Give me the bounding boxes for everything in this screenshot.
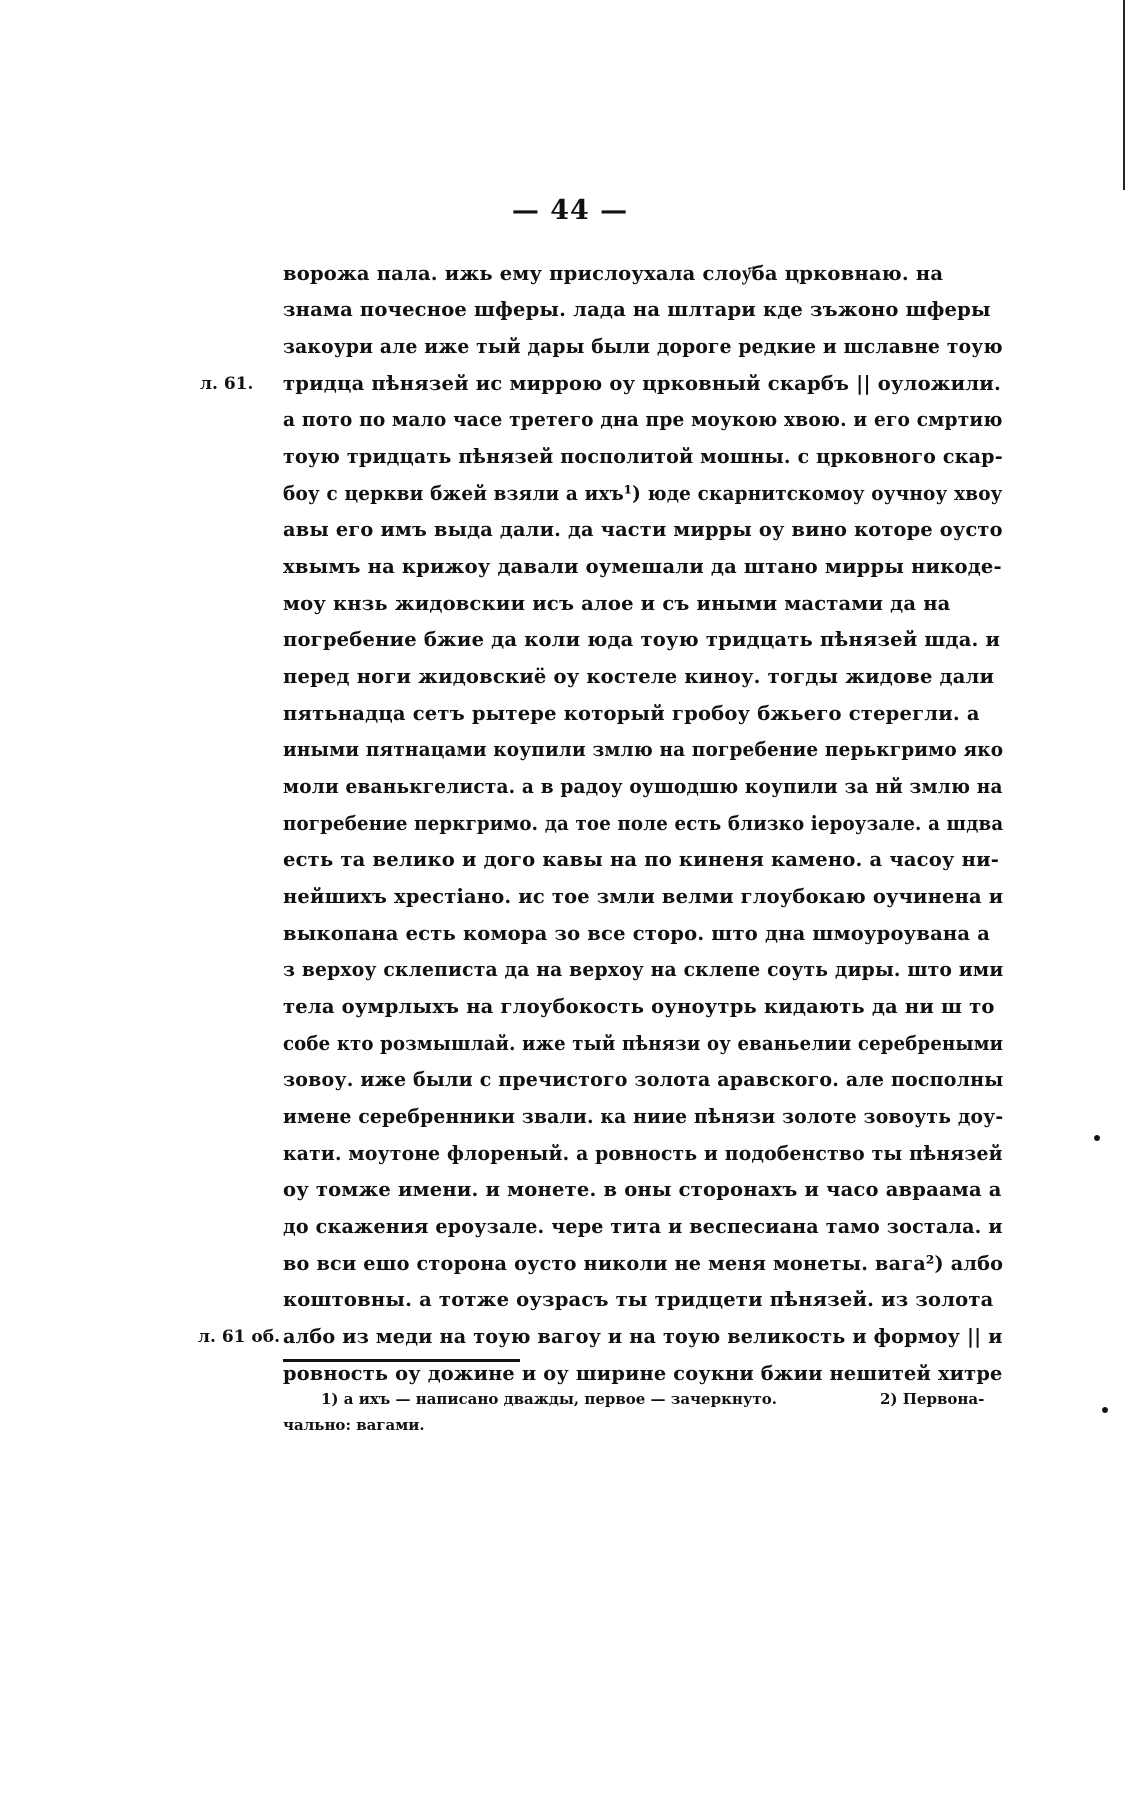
text-line: собе кто розмышлай. иже тый пѣнязи оу еваньелии серебреными [283, 1032, 1004, 1055]
page-edge-line [1123, 0, 1125, 190]
text-line: хвымъ на крижоу давали оумешали да штано мирры никоде- [283, 555, 1002, 578]
text-line: перед ноги жидовскиё оу костеле киноу. тогды жидове дали [283, 665, 995, 688]
text-line: з верхоу склеписта да на верхоу на склепе соуть диры. што ими [283, 958, 1004, 981]
folio-marker: л. 61. [200, 374, 254, 394]
footnote-2: 2) Первона- [880, 1390, 985, 1408]
text-line: кати. моутоне флореный. а ровность и подобенство ты пѣнязей [283, 1142, 1003, 1165]
text-line: ворожа пала. ижь ему прислоухала слоу҃ба црковнаю. на [283, 262, 944, 285]
text-line: тоую тридцать пѣнязей посполитой мошны. с црковного скар- [283, 445, 1003, 468]
text-line: имене серебренники звали. ка ниие пѣнязи золоте зовоуть доу- [283, 1105, 1004, 1128]
text-line: моли еванькгелиста. а в радоу оушодшю коупили за нй змлю на [283, 775, 1003, 798]
text-line: до скажения ероузале. чере тита и веспесиана тамо зостала. и [283, 1215, 1003, 1238]
text-line: есть та велико и дого кавы на по киненя камено. а часоу ни- [283, 848, 1000, 871]
text-line: а пото по мало часе третего дна пре моукою хвою. и его смртию [283, 408, 1003, 431]
stray-mark [1094, 1135, 1100, 1141]
text-line: иными пятнацами коупили змлю на погребение перькгримо яко [283, 738, 1004, 761]
text-line: тела оумрлыхъ на глоубокость оуноутрь кидають да ни ш то [283, 995, 995, 1018]
folio-marker: л. 61 об. [198, 1327, 280, 1347]
text-line: коштовны. а тотже оузрасъ ты тридцети пѣнязей. из золота [283, 1288, 994, 1311]
text-line: ровность оу дожине и оу ширине соукни бжии нешитей хитре [283, 1362, 1003, 1385]
text-line: тридца пѣнязей ис миррою оу црковный скарбъ || оуложили. [283, 372, 1001, 395]
text-line: погребение перкгримо. да тое поле есть близко iероузале. а шдва [283, 812, 1004, 835]
text-line: выкопана есть комора зо все сторо. што дна шмоуроувана а [283, 922, 991, 945]
text-line: во вси ешо сторона оусто николи не меня монеты. вага²) албо [283, 1252, 1004, 1275]
footnote-2-continuation: чально: вагами. [283, 1416, 425, 1434]
text-line: зовоу. иже были с пречистого золота аравского. але посполны [283, 1068, 1004, 1091]
footnote-1: 1) а ихъ — написано дважды, первое — зачеркнуто. [321, 1390, 778, 1408]
text-line: знама почесное шферы. лада на шлтари кде зъжоно шферы [283, 298, 991, 321]
text-line: пятьнадца сетъ рытере который гробоу бжьего стерегли. а [283, 702, 980, 725]
text-line: боу с церкви бжей взяли а ихъ¹) юде скарнитскомоу оучноу хвоу [283, 482, 1003, 505]
stray-mark [1102, 1407, 1108, 1413]
page-number: — 44 — [511, 195, 629, 226]
text-line: оу томже имени. и монете. в оны сторонахъ и часо авраама а [283, 1178, 1002, 1201]
text-line: закоури але иже тый дары были дороге редкие и шславне тоую [283, 335, 1003, 358]
text-line: албо из меди на тоую вагоу и на тоую великость и формоу || и [283, 1325, 1003, 1348]
text-line: авы его имъ выда дали. да части мирры оу вино которе оусто [283, 518, 1003, 541]
text-line: моу кнзь жидовскии исъ алое и съ иными мастами да на [283, 592, 951, 615]
footnote-divider [283, 1359, 520, 1362]
text-line: нейшихъ хрестiано. ис тое змли велми глоубокаю оучинена и [283, 885, 1004, 908]
text-line: погребение бжие да коли юда тоую тридцать пѣнязей шда. и [283, 628, 1001, 651]
